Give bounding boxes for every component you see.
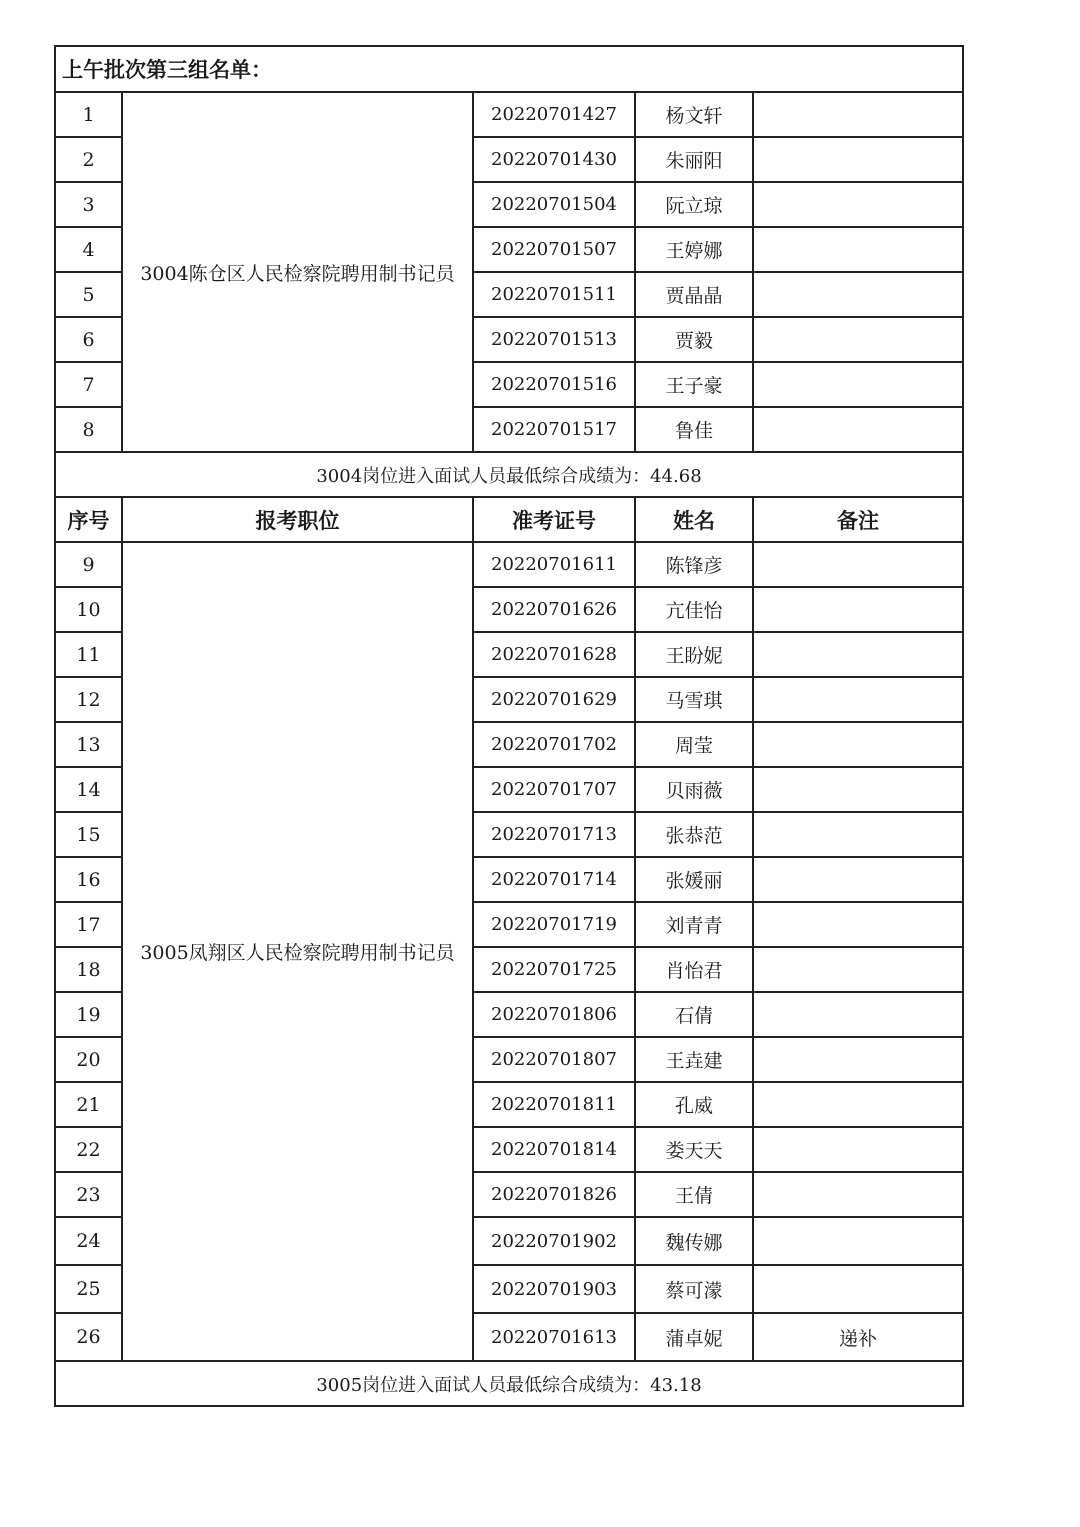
ticket-number-cell: 20220701504 <box>473 182 635 227</box>
name-cell: 孔威 <box>635 1082 753 1127</box>
position-cell: 3005凤翔区人民检察院聘用制书记员 <box>122 542 473 1361</box>
remark-cell <box>753 677 963 722</box>
remark-cell <box>753 137 963 182</box>
seq-cell: 25 <box>55 1265 122 1313</box>
remark-cell <box>753 1082 963 1127</box>
summary-row <box>55 452 963 497</box>
seq-cell: 16 <box>55 857 122 902</box>
table-row <box>55 92 963 137</box>
seq-cell: 4 <box>55 227 122 272</box>
seq-cell: 20 <box>55 1037 122 1082</box>
ticket-number-cell: 20220701513 <box>473 317 635 362</box>
seq-cell: 15 <box>55 812 122 857</box>
ticket-number-cell: 20220701626 <box>473 587 635 632</box>
ticket-number-cell: 20220701707 <box>473 767 635 812</box>
remark-cell <box>753 362 963 407</box>
name-cell: 王垚建 <box>635 1037 753 1082</box>
remark-cell <box>753 272 963 317</box>
ticket-number-cell: 20220701725 <box>473 947 635 992</box>
seq-cell: 22 <box>55 1127 122 1172</box>
ticket-number-cell: 20220701903 <box>473 1265 635 1313</box>
name-cell: 魏传娜 <box>635 1217 753 1265</box>
ticket-number-cell: 20220701628 <box>473 632 635 677</box>
summary-row <box>55 1361 963 1406</box>
name-cell: 刘青青 <box>635 902 753 947</box>
name-cell: 杨文轩 <box>635 92 753 137</box>
name-cell: 贾晶晶 <box>635 272 753 317</box>
name-cell: 蔡可濛 <box>635 1265 753 1313</box>
seq-cell: 24 <box>55 1217 122 1265</box>
title-row <box>55 46 963 92</box>
name-cell: 王婷娜 <box>635 227 753 272</box>
name-cell: 王倩 <box>635 1172 753 1217</box>
name-cell: 阮立琼 <box>635 182 753 227</box>
remark-cell <box>753 1037 963 1082</box>
name-cell: 王盼妮 <box>635 632 753 677</box>
candidate-list-table <box>54 45 964 1407</box>
name-cell: 肖怡君 <box>635 947 753 992</box>
remark-cell <box>753 992 963 1037</box>
name-cell: 娄天天 <box>635 1127 753 1172</box>
name-cell: 石倩 <box>635 992 753 1037</box>
seq-cell: 12 <box>55 677 122 722</box>
remark-cell <box>753 182 963 227</box>
remark-cell <box>753 947 963 992</box>
remark-cell <box>753 587 963 632</box>
seq-cell: 9 <box>55 542 122 587</box>
seq-cell: 1 <box>55 92 122 137</box>
ticket-number-cell: 20220701826 <box>473 1172 635 1217</box>
min-score-note: 3005岗位进入面试人员最低综合成绩为：43.18 <box>55 1361 963 1406</box>
name-cell: 周莹 <box>635 722 753 767</box>
remark-cell <box>753 812 963 857</box>
ticket-number-cell: 20220701702 <box>473 722 635 767</box>
seq-cell: 5 <box>55 272 122 317</box>
ticket-number-cell: 20220701427 <box>473 92 635 137</box>
remark-cell <box>753 902 963 947</box>
ticket-number-cell: 20220701714 <box>473 857 635 902</box>
remark-cell <box>753 1172 963 1217</box>
ticket-number-cell: 20220701811 <box>473 1082 635 1127</box>
seq-cell: 19 <box>55 992 122 1037</box>
ticket-number-cell: 20220701806 <box>473 992 635 1037</box>
ticket-number-cell: 20220701511 <box>473 272 635 317</box>
ticket-number-cell: 20220701613 <box>473 1313 635 1361</box>
ticket-number-cell: 20220701507 <box>473 227 635 272</box>
seq-cell: 11 <box>55 632 122 677</box>
name-cell: 朱丽阳 <box>635 137 753 182</box>
seq-cell: 21 <box>55 1082 122 1127</box>
remark-cell <box>753 722 963 767</box>
name-cell: 亢佳怡 <box>635 587 753 632</box>
remark-cell <box>753 542 963 587</box>
name-cell: 马雪琪 <box>635 677 753 722</box>
name-cell: 张媛丽 <box>635 857 753 902</box>
name-cell: 蒲卓妮 <box>635 1313 753 1361</box>
ticket-number-cell: 20220701713 <box>473 812 635 857</box>
header-row <box>55 497 963 542</box>
remark-cell <box>753 767 963 812</box>
remark-cell <box>753 857 963 902</box>
seq-cell: 13 <box>55 722 122 767</box>
remark-cell <box>753 407 963 452</box>
name-cell: 鲁佳 <box>635 407 753 452</box>
remark-cell <box>753 317 963 362</box>
seq-cell: 18 <box>55 947 122 992</box>
table-row <box>55 542 963 587</box>
position-header: 报考职位 <box>122 497 473 542</box>
name-cell: 贾毅 <box>635 317 753 362</box>
ticket-number-cell: 20220701719 <box>473 902 635 947</box>
name-cell: 贝雨薇 <box>635 767 753 812</box>
seq-cell: 8 <box>55 407 122 452</box>
ticket-number-cell: 20220701516 <box>473 362 635 407</box>
seq-cell: 6 <box>55 317 122 362</box>
ticket-number-header: 准考证号 <box>473 497 635 542</box>
seq-cell: 2 <box>55 137 122 182</box>
ticket-number-cell: 20220701807 <box>473 1037 635 1082</box>
min-score-note: 3004岗位进入面试人员最低综合成绩为：44.68 <box>55 452 963 497</box>
remark-cell: 递补 <box>753 1313 963 1361</box>
name-header: 姓名 <box>635 497 753 542</box>
seq-cell: 3 <box>55 182 122 227</box>
seq-cell: 10 <box>55 587 122 632</box>
ticket-number-cell: 20220701430 <box>473 137 635 182</box>
remark-cell <box>753 1217 963 1265</box>
ticket-number-cell: 20220701814 <box>473 1127 635 1172</box>
ticket-number-cell: 20220701629 <box>473 677 635 722</box>
name-cell: 王子豪 <box>635 362 753 407</box>
position-cell: 3004陈仓区人民检察院聘用制书记员 <box>122 92 473 452</box>
list-title: 上午批次第三组名单： <box>55 46 963 92</box>
remark-header: 备注 <box>753 497 963 542</box>
remark-cell <box>753 92 963 137</box>
remark-cell <box>753 227 963 272</box>
remark-cell <box>753 632 963 677</box>
seq-cell: 26 <box>55 1313 122 1361</box>
ticket-number-cell: 20220701517 <box>473 407 635 452</box>
name-cell: 陈锋彦 <box>635 542 753 587</box>
remark-cell <box>753 1265 963 1313</box>
seq-cell: 7 <box>55 362 122 407</box>
seq-cell: 23 <box>55 1172 122 1217</box>
remark-cell <box>753 1127 963 1172</box>
seq-cell: 14 <box>55 767 122 812</box>
ticket-number-cell: 20220701902 <box>473 1217 635 1265</box>
seq-header: 序号 <box>55 497 122 542</box>
seq-cell: 17 <box>55 902 122 947</box>
ticket-number-cell: 20220701611 <box>473 542 635 587</box>
name-cell: 张恭范 <box>635 812 753 857</box>
